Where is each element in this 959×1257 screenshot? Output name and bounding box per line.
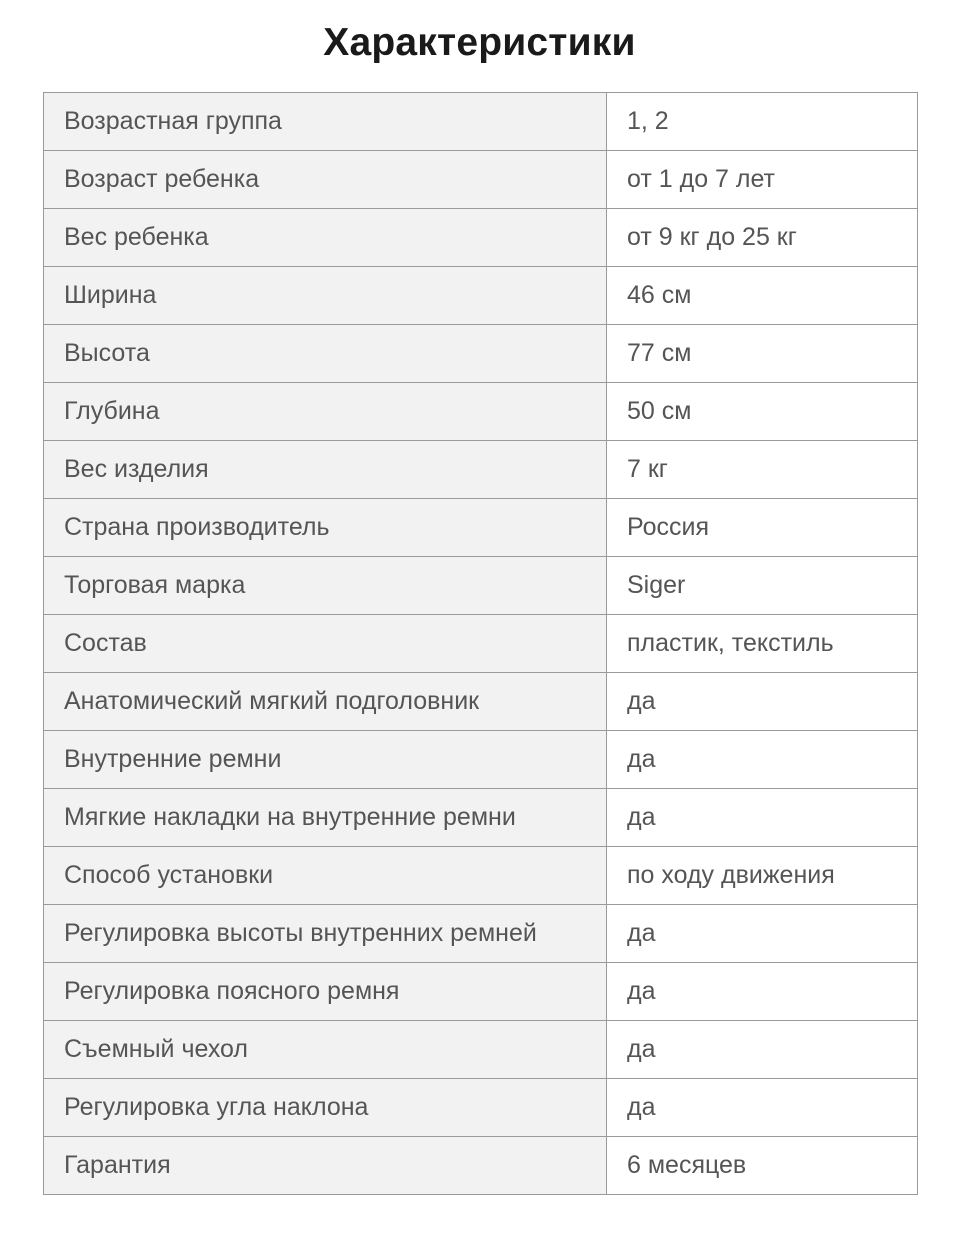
spec-name-cell: Съемный чехол (44, 1021, 607, 1079)
spec-name-cell: Гарантия (44, 1137, 607, 1195)
spec-value-cell: да (607, 731, 918, 789)
spec-row (44, 1137, 918, 1195)
spec-name-cell: Состав (44, 615, 607, 673)
spec-name-cell: Ширина (44, 267, 607, 325)
spec-table (43, 92, 918, 1195)
page-title: Характеристики (323, 21, 636, 64)
spec-value-cell: 77 см (607, 325, 918, 383)
spec-name-cell: Регулировка угла наклона (44, 1079, 607, 1137)
spec-row (44, 615, 918, 673)
spec-name-cell: Мягкие накладки на внутренние ремни (44, 789, 607, 847)
spec-row (44, 789, 918, 847)
spec-value-cell: от 9 кг до 25 кг (607, 209, 918, 267)
spec-name-cell: Высота (44, 325, 607, 383)
spec-value-cell: 50 см (607, 383, 918, 441)
spec-value-cell: 7 кг (607, 441, 918, 499)
spec-name-cell: Торговая марка (44, 557, 607, 615)
spec-row (44, 499, 918, 557)
spec-table-body (44, 93, 918, 1195)
spec-row (44, 731, 918, 789)
spec-value-cell: по ходу движения (607, 847, 918, 905)
spec-row (44, 441, 918, 499)
spec-value-cell: от 1 до 7 лет (607, 151, 918, 209)
spec-name-cell: Страна производитель (44, 499, 607, 557)
spec-row (44, 267, 918, 325)
spec-value-cell: да (607, 1079, 918, 1137)
spec-value-cell: Россия (607, 499, 918, 557)
spec-row (44, 673, 918, 731)
spec-name-cell: Вес ребенка (44, 209, 607, 267)
spec-value-cell: Siger (607, 557, 918, 615)
spec-row (44, 847, 918, 905)
spec-row (44, 93, 918, 151)
spec-row (44, 905, 918, 963)
spec-value-cell: 46 см (607, 267, 918, 325)
spec-name-cell: Глубина (44, 383, 607, 441)
spec-row (44, 325, 918, 383)
spec-value-cell: да (607, 963, 918, 1021)
spec-name-cell: Возраст ребенка (44, 151, 607, 209)
spec-value-cell: да (607, 1021, 918, 1079)
spec-row (44, 1021, 918, 1079)
spec-value-cell: 6 месяцев (607, 1137, 918, 1195)
spec-value-cell: да (607, 905, 918, 963)
spec-row (44, 383, 918, 441)
spec-name-cell: Регулировка высоты внутренних ремней (44, 905, 607, 963)
spec-name-cell: Возрастная группа (44, 93, 607, 151)
spec-row (44, 557, 918, 615)
spec-name-cell: Регулировка поясного ремня (44, 963, 607, 1021)
spec-row (44, 1079, 918, 1137)
spec-row (44, 209, 918, 267)
spec-value-cell: да (607, 789, 918, 847)
spec-name-cell: Вес изделия (44, 441, 607, 499)
spec-name-cell: Способ установки (44, 847, 607, 905)
spec-row (44, 963, 918, 1021)
spec-value-cell: 1, 2 (607, 93, 918, 151)
spec-name-cell: Анатомический мягкий подголовник (44, 673, 607, 731)
spec-row (44, 151, 918, 209)
spec-name-cell: Внутренние ремни (44, 731, 607, 789)
spec-value-cell: да (607, 673, 918, 731)
spec-value-cell: пластик, текстиль (607, 615, 918, 673)
